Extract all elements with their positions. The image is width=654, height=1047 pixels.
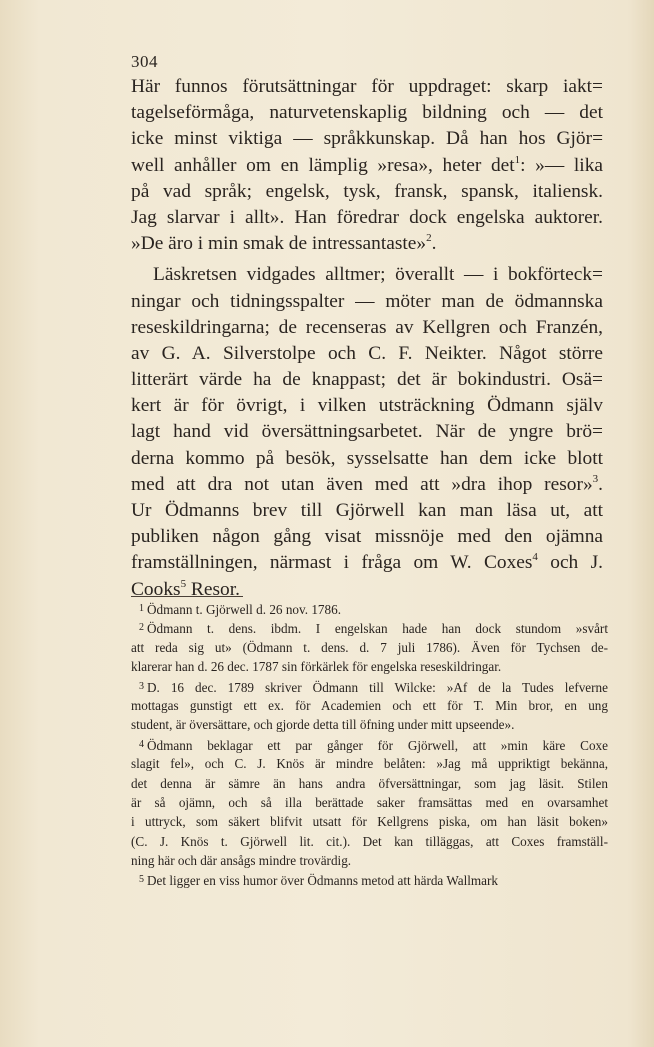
footnote-line: ning här och där ansågs mindre trovärdig.: [131, 853, 352, 869]
text-line: tagelseförmåga, naturvetenskaplig bildning och — det: [131, 102, 603, 124]
text-line: Jag slarvar i allt». Han föredrar dock engelska auktorer.: [131, 206, 603, 228]
footnote-1: [131, 599, 608, 618]
text-line: på vad språk; engelsk, tysk, fransk, spansk, italiensk.: [131, 180, 603, 202]
footnote-text: Ödmann beklagar ett par gånger för Gjörwell, att »min käre Coxe: [147, 737, 608, 753]
footnote-5: [131, 870, 608, 889]
text-line: [131, 550, 603, 576]
footnote-3: [131, 677, 608, 696]
footnote-number: 3: [139, 680, 144, 692]
footnote-2: [131, 618, 608, 637]
text-segment: med att dra not utan även med att »dra ihop resor»: [131, 473, 593, 495]
footnote-ref-1: 1: [514, 153, 521, 166]
text-segment: .: [598, 473, 603, 495]
text-line: Läskretsen vidgades alltmer; överallt — i bokförteck=: [153, 264, 603, 286]
text-line: litterärt värde ha de knappast; det är bokindustri. Osä=: [131, 369, 603, 391]
text-line: kert är för övrigt, i vilken utsträckning Ödmann själv: [131, 395, 603, 417]
footnotes: [131, 599, 608, 890]
footnote-number: 2: [139, 622, 144, 634]
footnote-number: 4: [139, 738, 144, 750]
footnote-line: student, är översättare, och gjorde detta till öfning under mitt upseende».: [131, 717, 515, 733]
footnote-ref-3: 3: [592, 472, 599, 485]
footnote-number: 1: [139, 603, 144, 614]
text-line: [131, 231, 603, 257]
text-segment: framställningen, närmast i fråga om W. Coxes: [131, 552, 533, 574]
text-line: Här funnos förutsättningar för uppdraget: skarp iakt=: [131, 76, 603, 97]
footnote-line: i uttryck, som säkert blifvit utsatt för Kellgrens piska, om han läsit boken»: [131, 814, 608, 830]
footnote-line: slagit fel», och C. J. Knös är mindre belåten: »Jag må uppriktigt bekänna,: [131, 756, 608, 772]
text-line: lagt hand vid översättningsarbetet. När de yngre brö=: [131, 421, 603, 443]
text-segment: och J.: [537, 552, 603, 574]
footnote-text: Det ligger en viss humor över Ödmanns metod att härda Wallmark: [147, 873, 499, 889]
page-number: 304: [131, 52, 158, 71]
text-segment: : »— lika: [520, 154, 603, 176]
footnote-ref-2: 2: [426, 232, 432, 245]
footnote-line: det denna är sämre än hans andra öfversättningar, som jag läsit. Stilen: [131, 775, 608, 791]
text-segment: well anhåller om en lämplig »resa», heter det: [131, 154, 515, 176]
text-line: ningar och tidningsspalter — möter man de ödmannska: [131, 290, 603, 312]
text-line: icke minst viktiga — språkkunskap. Då han hos Gjör=: [131, 128, 603, 150]
footnote-ref-4: 4: [532, 551, 538, 564]
footnote-text: Ödmann t. Gjörwell d. 26 nov. 1786.: [147, 602, 342, 617]
footnote-divider: [131, 596, 243, 597]
text-line: derna kommo på besök, sysselsatte han dem icke blott: [131, 447, 603, 469]
footnote-ref-5: 5: [180, 577, 187, 590]
footnote-line: att reda sig ut» (Ödmann t. dens. d. 7 juli 1786). Även för Tychsen de-: [131, 639, 608, 655]
footnote-text: D. 16 dec. 1789 skriver Ödmann till Wilcke: »Af de la Tudes lefverne: [147, 679, 608, 695]
footnote-line: är så ojämn, och så illa berättade saker framsättas med en ovarsamhet: [131, 794, 608, 810]
main-text: [131, 74, 603, 603]
footnote-text: Ödmann t. dens. ibdm. I engelskan hade han dock stundom »svårt: [147, 621, 608, 637]
text-segment: Resor.: [186, 578, 240, 600]
text-line: publiken någon gång visat missnöje med den ojämna: [131, 526, 603, 548]
text-segment: »De äro i min smak de intressantaste»: [131, 233, 427, 255]
text-line: reseskildringarna; de recenseras av Kellgren och Franzén,: [131, 316, 603, 338]
text-line: [131, 153, 603, 179]
footnote-line: mottagas gunstigt ett ex. för Academien och ett för T. Min bror, en ung: [131, 697, 608, 713]
text-segment: .: [431, 233, 437, 255]
text-line: av G. A. Silverstolpe och C. F. Neikter. Något större: [131, 342, 603, 364]
footnote-line: (C. J. Knös t. Gjörwell lit. cit.). Det kan tilläggas, att Coxes framställ-: [131, 833, 608, 849]
text-segment: Cooks: [131, 578, 181, 600]
text-line: Ur Ödmanns brev till Gjörwell kan man läsa ut, att: [131, 500, 603, 521]
footnote-4: [131, 735, 608, 754]
text-line: [131, 472, 603, 498]
footnote-line: klarerar han d. 26 dec. 1787 sin förkärlek för engelska reseskildringar.: [131, 659, 502, 675]
footnote-number: 5: [139, 874, 144, 886]
